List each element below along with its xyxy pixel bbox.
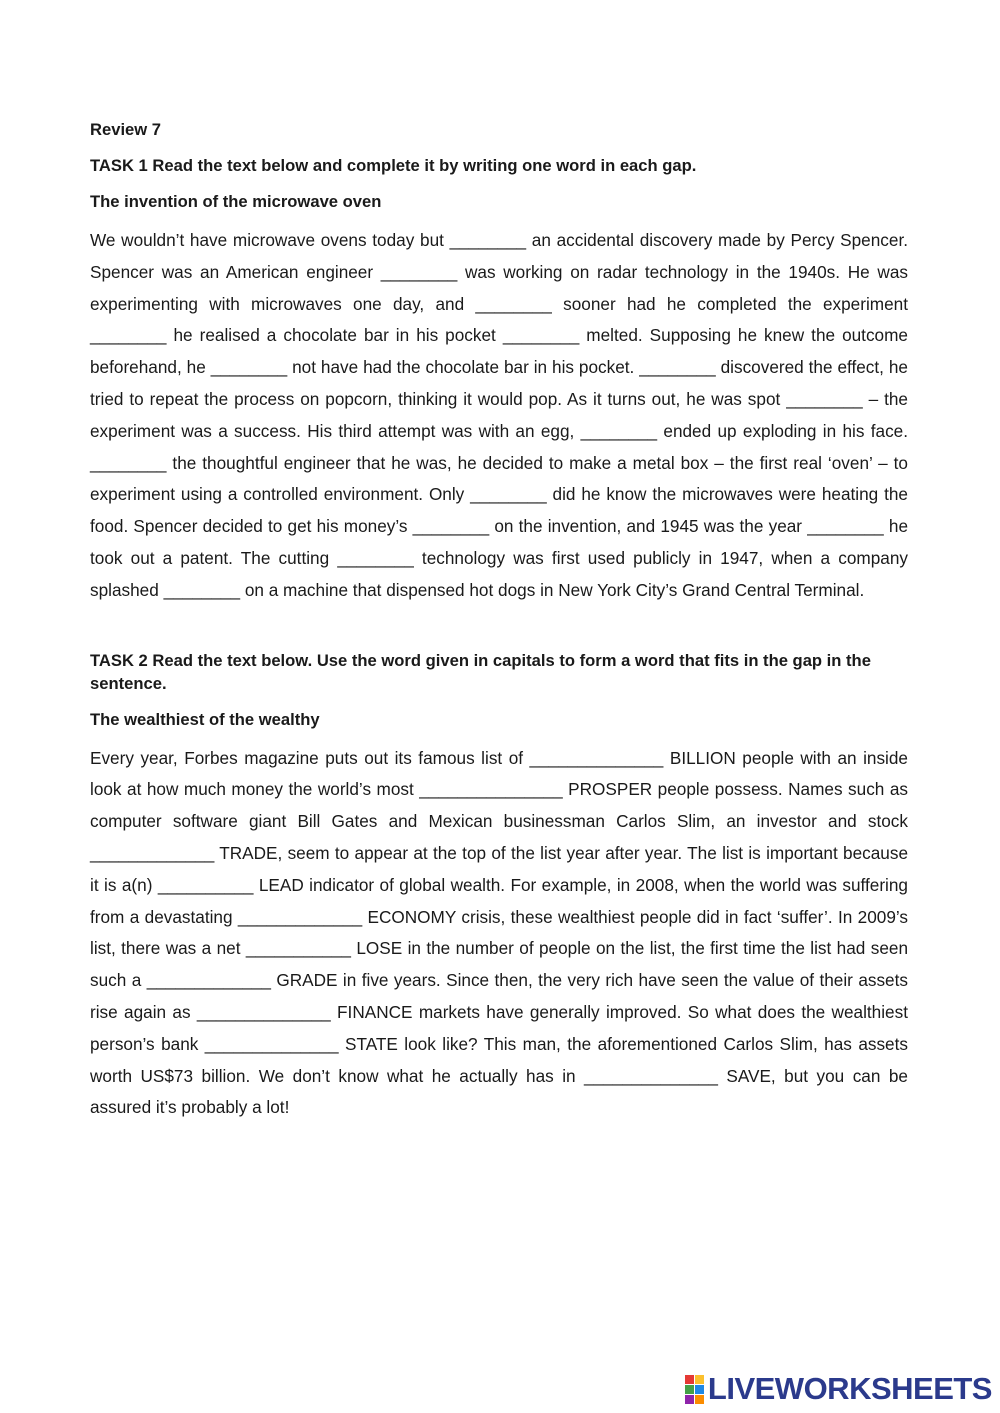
liveworksheets-logo <box>685 1371 992 1407</box>
logo-square <box>685 1385 694 1394</box>
task2-section <box>90 649 908 1125</box>
task1-section <box>90 154 908 607</box>
logo-text: LIVEWORKSHEETS <box>707 1371 992 1406</box>
task1-instruction: TASK 1 Read the text below and complete it by writing one word in each gap. <box>90 156 697 175</box>
task1-title: The invention of the microwave oven <box>90 192 382 211</box>
logo-square <box>695 1395 704 1404</box>
logo-square <box>695 1375 704 1384</box>
logo-square <box>695 1385 704 1394</box>
worksheet-page <box>90 118 908 1124</box>
task2-title: The wealthiest of the wealthy <box>90 709 320 729</box>
review-title: Review 7 <box>90 120 162 139</box>
logo-square <box>685 1395 694 1404</box>
task1-text: We wouldn’t have microwave ovens today but ________ an accidental discovery made by Percy Spencer. Spencer was an American engineer ________ was working on radar technology in the 1940s. He was experimenting with microwaves one day, and ________ sooner had he completed the experiment ________ he realised a chocolate bar in his pocket ________ melted. Supposing he knew the outcome beforehand, he ________ not have had the chocolate bar in his pocket. ________ discovered the effect, he tried to repeat the process on popcorn, thinking it would pop. As it turns out, he was spot ________ – the experiment was a success. His third attempt was with an egg, ________ ended up exploding in his face. ________ the thoughtful engineer that he was, he decided to make a metal box – the first real ‘oven’ – to experiment using a controlled environment. Only ________ did he know the microwaves were heating the food. Spencer decided to get his money’s ________ on the invention, and 1945 was the year ________ he took out a patent. The cutting ________ technology was first used publicly in 1947, when a company splashed ________ on a machine that dispensed hot dogs in New York City’s Grand Central Terminal. <box>90 230 908 600</box>
logo-mark-icon <box>685 1375 704 1404</box>
task2-instruction: TASK 2 Read the text below. Use the word given in capitals to form a word that fits in the gap in the sentence. <box>90 650 871 693</box>
logo-square <box>685 1375 694 1384</box>
task2-text: Every year, Forbes magazine puts out its famous list of ______________ BILLION people with an inside look at how much money the world’s most _______________ PROSPER people possess. Names such as computer software giant Bill Gates and Mexican businessman Carlos Slim, an investor and stock _____________ TRADE, seem to appear at the top of the list year after year. The list is important because it is a(n) __________ LEAD indicator of global wealth. For example, in 2008, when the world was suffering from a devastating _____________ ECONOMY crisis, these wealthiest people did in fact ‘suffer’. In 2009’s list, there was a net ___________ LOSE in the number of people on the list, the first time the list had seen such a _____________ GRADE in five years. Since then, the very rich have seen the value of their assets rise again as ______________ FINANCE markets have generally improved. So what does the wealthiest person’s bank ______________ STATE look like? This man, the aforementioned Carlos Slim, has assets worth US$73 billion. We don’t know what he actually has in ______________ SAVE, but you can be assured it’s probably a lot! <box>90 747 908 1118</box>
